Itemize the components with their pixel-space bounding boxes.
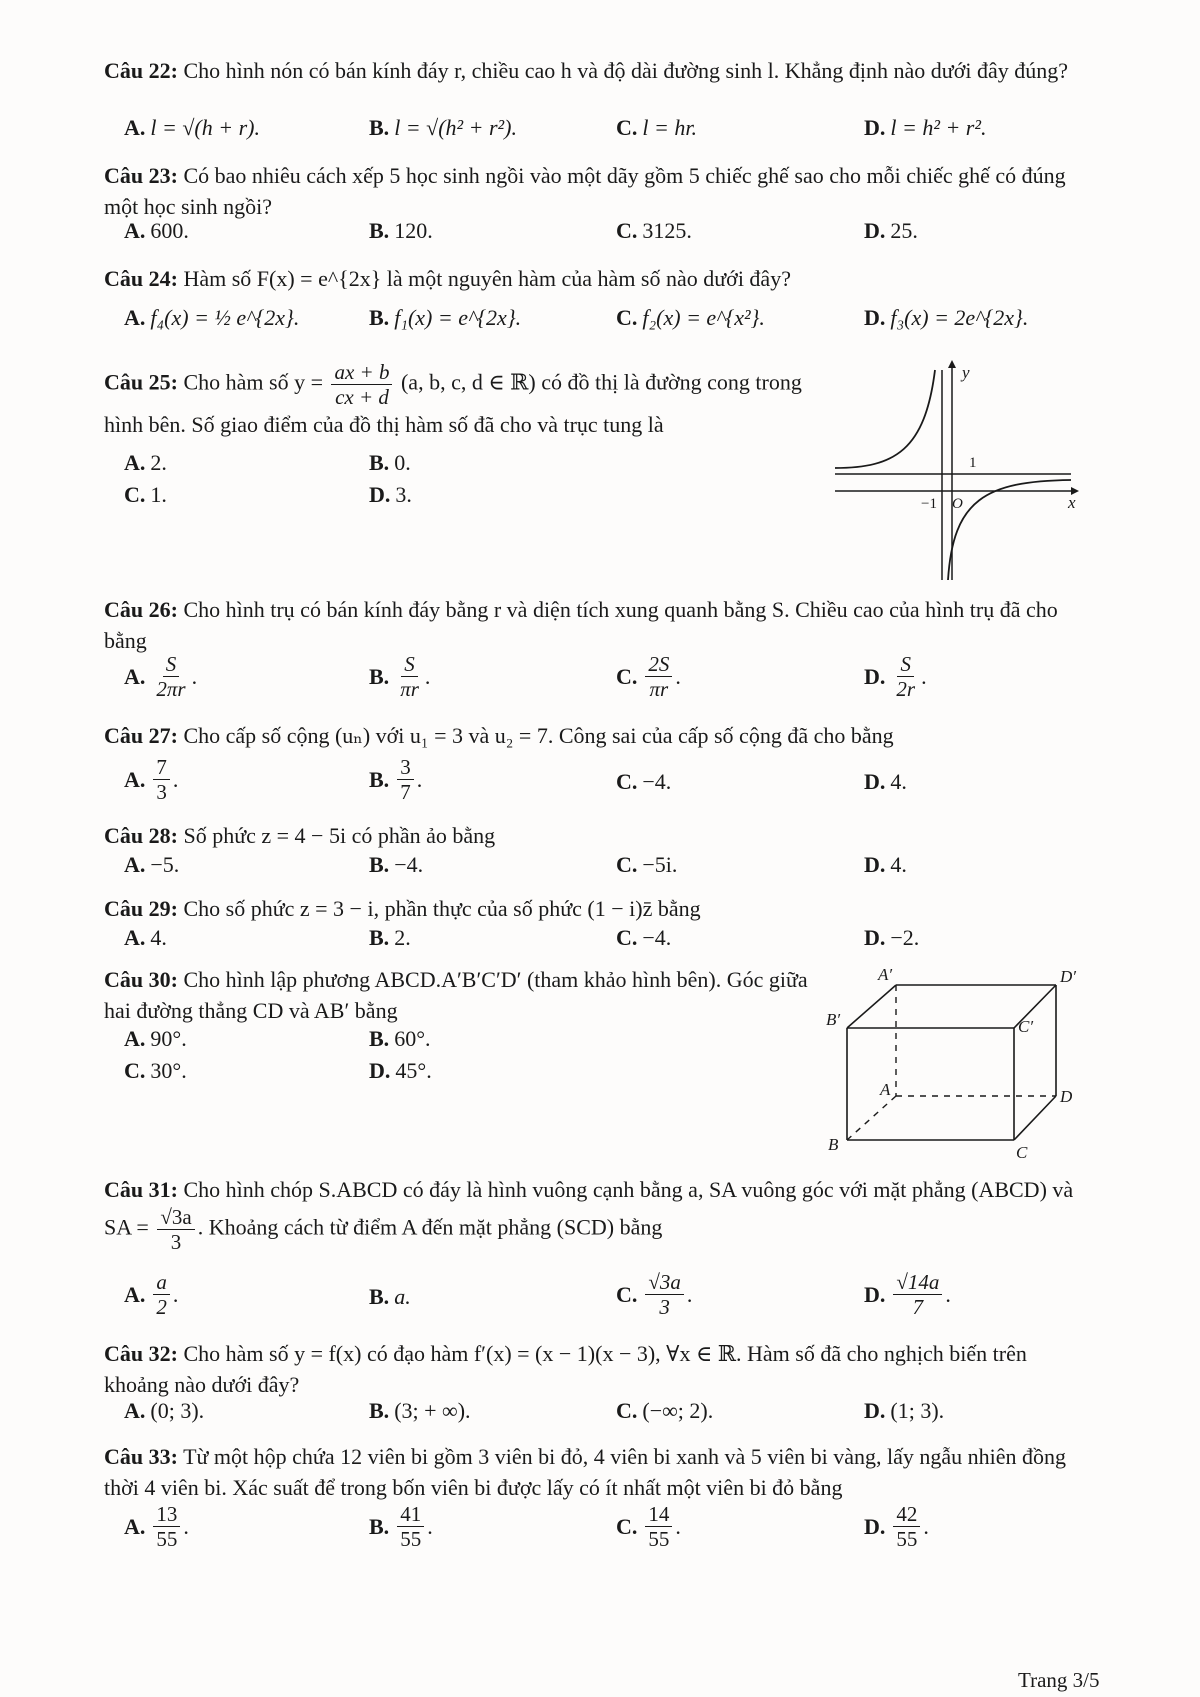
- question-text: Từ một hộp chứa 12 viên bi gồm 3 viên bi đỏ, 4 viên bi xanh và 5 viên bi vàng, lấy ngẫu nhiên đồng thời 4 viên bi. Xác suất để trong bốn viên bi được lấy có ít nhất một viên bi đỏ bằng: [104, 1444, 1066, 1500]
- question-label: Câu 28:: [104, 823, 178, 848]
- option-letter: D.: [369, 482, 391, 507]
- option-b: 120.: [394, 218, 433, 243]
- option-b-den: πr: [400, 677, 419, 701]
- option-a: 90°.: [150, 1026, 187, 1051]
- option-b-num: 3: [397, 755, 414, 780]
- question-31: [104, 1174, 1089, 1254]
- label-A: A: [880, 1080, 891, 1099]
- option-letter: C.: [616, 1281, 638, 1307]
- option-letter: A.: [124, 1026, 146, 1051]
- option-letter: D.: [864, 663, 886, 689]
- option-b: (3; + ∞).: [394, 1398, 471, 1423]
- option-letter: C.: [616, 305, 638, 330]
- option-c: −4.: [642, 769, 672, 794]
- option-letter: B.: [369, 1026, 390, 1051]
- question-label: Câu 25:: [104, 369, 178, 395]
- option-letter: A.: [124, 1281, 146, 1307]
- option-b-num: 41: [397, 1502, 424, 1527]
- option-letter: A.: [124, 218, 146, 243]
- option-letter: B.: [369, 115, 390, 140]
- options-31: A. $\frac{a}{2}$ . B. a. C. $\frac{√3a}{3}$ . D. $\frac{√14a}{7}$ .: [124, 1270, 951, 1319]
- question-text: Cho số phức z = 3 − i, phần thực của số phức (1 − i)z̄ bằng: [183, 896, 701, 921]
- option-c: l = hr.: [642, 115, 697, 140]
- option-d: l = h² + r².: [890, 115, 987, 140]
- option-letter: D.: [864, 218, 886, 243]
- option-letter: D.: [864, 1281, 886, 1307]
- option-letter: B.: [369, 766, 390, 792]
- options-25-row2: [124, 482, 624, 520]
- option-letter: B.: [369, 852, 390, 877]
- option-b-den: 55: [400, 1527, 422, 1551]
- option-a: −5.: [150, 852, 180, 877]
- question-text: Cho hình trụ có bán kính đáy bằng r và diện tích xung quanh bằng S. Chiều cao của hình trụ đã cho bằng: [104, 597, 1058, 653]
- option-letter: D.: [864, 852, 886, 877]
- question-text: Cho hàm số y = f(x) có đạo hàm f′(x) = (x − 1)(x − 3), ∀x ∈ ℝ. Hàm số đã cho nghịch biến trên khoảng nào dưới đây?: [104, 1341, 1027, 1397]
- option-a: 2.: [150, 450, 167, 475]
- label-D: D: [1060, 1087, 1073, 1106]
- label-D1: D′: [1060, 967, 1076, 986]
- label-A1: A′: [878, 965, 893, 984]
- option-a: (0; 3).: [150, 1398, 205, 1423]
- x-label: x: [1068, 493, 1076, 512]
- option-letter: C.: [124, 1058, 146, 1083]
- frac-denominator: 3: [170, 1230, 182, 1254]
- question-label: Câu 30:: [104, 967, 178, 992]
- frac-numerator: √3a: [157, 1205, 194, 1230]
- option-letter: C.: [616, 663, 638, 689]
- option-b: l = √(h² + r²).: [394, 115, 517, 140]
- options-29: [124, 925, 1104, 963]
- option-letter: A.: [124, 450, 146, 475]
- question-25: [104, 360, 844, 440]
- page-number: Trang 3/5: [1018, 1668, 1100, 1692]
- option-letter: B.: [369, 305, 390, 330]
- question-23: [104, 160, 1089, 222]
- question-text: Cho hình nón có bán kính đáy r, chiều cao h và độ dài đường sinh l. Khẳng định nào dưới đây đúng?: [183, 58, 1068, 83]
- option-letter: B.: [369, 663, 390, 689]
- option-letter: D.: [864, 115, 886, 140]
- curve-left-branch: [835, 370, 935, 468]
- options-26: A. $\frac{S}{2\pi r}$ . B. $\frac{S}{\pi r}$ . C. $\frac{2S}{\pi r}$ . D. $\frac{S}{2r}$ .: [124, 652, 927, 701]
- origin-label: O: [952, 496, 963, 512]
- y-label: y: [962, 363, 970, 382]
- option-c: 3125.: [642, 218, 692, 243]
- option-letter: A.: [124, 766, 146, 792]
- option-d: 3.: [395, 482, 412, 507]
- option-letter: C.: [616, 852, 638, 877]
- option-a: 4.: [150, 925, 167, 950]
- option-c-num: 14: [645, 1502, 672, 1527]
- option-letter: C.: [616, 1398, 638, 1423]
- option-letter: A.: [124, 663, 146, 689]
- question-text-before: Cho hình chóp S.ABCD có đáy là hình vuông cạnh bằng a, SA vuông góc với mặt phẳng (ABCD) và SA =: [104, 1177, 1074, 1240]
- question-text: Có bao nhiêu cách xếp 5 học sinh ngồi vào một dãy gồm 5 chiếc ghế sao cho mỗi chiếc ghế có đúng một học sinh ngồi?: [104, 163, 1066, 219]
- option-letter: D.: [864, 1398, 886, 1423]
- option-a-num: a: [153, 1270, 170, 1295]
- question-22: [104, 55, 1089, 86]
- question-32: [104, 1338, 1089, 1400]
- option-letter: A.: [124, 925, 146, 950]
- option-b-den: 7: [400, 780, 411, 804]
- question-text-before: Cho hàm số y =: [183, 369, 323, 395]
- option-b: −4.: [394, 852, 424, 877]
- question-24: [104, 263, 1089, 294]
- options-22: [124, 115, 1104, 153]
- option-b: f₁(x) = e^{2x}.: [394, 305, 522, 330]
- option-letter: C.: [616, 218, 638, 243]
- option-d-num: √14a: [893, 1270, 942, 1295]
- question-29: [104, 893, 1089, 924]
- option-a: 600.: [150, 218, 189, 243]
- option-letter: A.: [124, 1513, 146, 1539]
- option-a-den: 2: [156, 1295, 167, 1319]
- question-text: Cho cấp số cộng (uₙ) với u₁ = 3 và u₂ = 7. Công sai của cấp số cộng đã cho bằng: [183, 723, 894, 748]
- option-d-den: 7: [912, 1295, 924, 1319]
- option-c: −4.: [642, 925, 672, 950]
- hyperbola-graph: [835, 360, 1075, 580]
- option-d: 4.: [890, 769, 907, 794]
- options-28: [124, 852, 1104, 890]
- y-axis-arrow: [948, 360, 956, 368]
- option-d-num: S: [897, 652, 914, 677]
- option-letter: D.: [864, 305, 886, 330]
- option-letter: D.: [864, 769, 886, 794]
- option-c: (−∞; 2).: [642, 1398, 714, 1423]
- label-C: C: [1016, 1143, 1028, 1162]
- option-d: −2.: [890, 925, 920, 950]
- option-b-num: S: [401, 652, 418, 677]
- options-27: A. $\frac{7}{3}$ . B. $\frac{3}{7}$ . C. −4. D. 4.: [124, 755, 907, 804]
- question-label: Câu 31:: [104, 1177, 178, 1202]
- option-letter: C.: [616, 925, 638, 950]
- question-text: Cho hình lập phương ABCD.A′B′C′D′ (tham khảo hình bên). Góc giữa hai đường thẳng CD và AB′ bằng: [104, 967, 808, 1023]
- label-B: B: [828, 1135, 839, 1154]
- question-label: Câu 26:: [104, 597, 178, 622]
- option-d: f₃(x) = 2e^{2x}.: [890, 305, 1029, 330]
- tick-one: 1: [969, 455, 977, 471]
- option-c: −5i.: [642, 852, 678, 877]
- option-c-num: √3a: [645, 1270, 684, 1295]
- option-b: 0.: [394, 450, 411, 475]
- option-letter: A.: [124, 305, 146, 330]
- option-letter: B.: [369, 1398, 390, 1423]
- option-letter: A.: [124, 115, 146, 140]
- question-28: [104, 820, 1089, 851]
- option-a-num: S: [163, 652, 180, 677]
- cube-figure: [820, 960, 1080, 1170]
- option-a-den: 3: [156, 780, 167, 804]
- question-33: [104, 1441, 1089, 1503]
- option-letter: C.: [616, 1513, 638, 1539]
- question-26: [104, 594, 1089, 656]
- frac-numerator: ax + b: [331, 360, 392, 385]
- option-letter: D.: [864, 925, 886, 950]
- option-letter: A.: [124, 852, 146, 877]
- question-text: Hàm số F(x) = e^{2x} là một nguyên hàm của hàm số nào dưới đây?: [183, 266, 791, 291]
- option-d: 4.: [890, 852, 907, 877]
- option-a-den: 2πr: [156, 677, 186, 701]
- option-c-den: 55: [648, 1527, 670, 1551]
- question-text-after: . Khoảng cách từ điểm A đến mặt phẳng (SCD) bằng: [197, 1214, 663, 1240]
- curve-right-branch: [948, 480, 1071, 580]
- options-30-row2: [124, 1058, 624, 1096]
- tick-minus-one: −1: [921, 496, 937, 512]
- option-letter: B.: [369, 218, 390, 243]
- question-label: Câu 24:: [104, 266, 178, 291]
- option-letter: B.: [369, 450, 390, 475]
- option-c-num: 2S: [645, 652, 672, 677]
- question-text-after: (a, b, c, d ∈ ℝ) có đồ thị là đường cong trong hình bên. Số giao điểm của đồ thị hàm số đã cho và trục tung là: [104, 369, 802, 437]
- question-text: Số phức z = 4 − 5i có phần ảo bằng: [183, 823, 496, 848]
- option-a: l = √(h + r).: [150, 115, 260, 140]
- options-33: A. $\frac{13}{55}$ . B. $\frac{41}{55}$ . C. $\frac{14}{55}$ . D. $\frac{42}{55}$ .: [124, 1502, 929, 1551]
- question-label: Câu 33:: [104, 1444, 178, 1469]
- label-B1: B′: [826, 1010, 841, 1029]
- option-a-num: 7: [153, 755, 170, 780]
- option-letter: C.: [616, 769, 638, 794]
- option-c: 30°.: [150, 1058, 187, 1083]
- options-24: [124, 305, 1104, 343]
- option-b: a.: [394, 1284, 411, 1309]
- option-d-num: 42: [893, 1502, 920, 1527]
- label-C1: C′: [1018, 1017, 1034, 1036]
- option-a: f₄(x) = ½ e^{2x}.: [150, 305, 300, 330]
- option-d: 25.: [890, 218, 918, 243]
- options-23: [124, 218, 1104, 256]
- option-letter: B.: [369, 1513, 390, 1539]
- option-letter: D.: [864, 1513, 886, 1539]
- option-letter: D.: [369, 1058, 391, 1083]
- option-c-den: 3: [659, 1295, 670, 1319]
- option-c-den: πr: [649, 677, 669, 701]
- options-32: [124, 1398, 1104, 1436]
- option-letter: B.: [369, 1284, 390, 1309]
- option-letter: A.: [124, 1398, 146, 1423]
- frac-denominator: cx + d: [335, 385, 389, 409]
- option-a-num: 13: [153, 1502, 180, 1527]
- option-c: f₂(x) = e^{x²}.: [642, 305, 765, 330]
- option-d: 45°.: [395, 1058, 432, 1083]
- option-d-den: 55: [896, 1527, 918, 1551]
- question-label: Câu 23:: [104, 163, 178, 188]
- option-d: (1; 3).: [890, 1398, 945, 1423]
- option-d-den: 2r: [896, 677, 916, 701]
- question-27: [104, 720, 1089, 751]
- question-label: Câu 22:: [104, 58, 178, 83]
- question-30: [104, 964, 816, 1026]
- option-a-den: 55: [156, 1527, 178, 1551]
- option-letter: C.: [616, 115, 638, 140]
- option-b: 2.: [394, 925, 411, 950]
- option-letter: C.: [124, 482, 146, 507]
- question-label: Câu 29:: [104, 896, 178, 921]
- option-b: 60°.: [394, 1026, 431, 1051]
- option-c: 1.: [150, 482, 167, 507]
- question-label: Câu 32:: [104, 1341, 178, 1366]
- option-letter: B.: [369, 925, 390, 950]
- question-label: Câu 27:: [104, 723, 178, 748]
